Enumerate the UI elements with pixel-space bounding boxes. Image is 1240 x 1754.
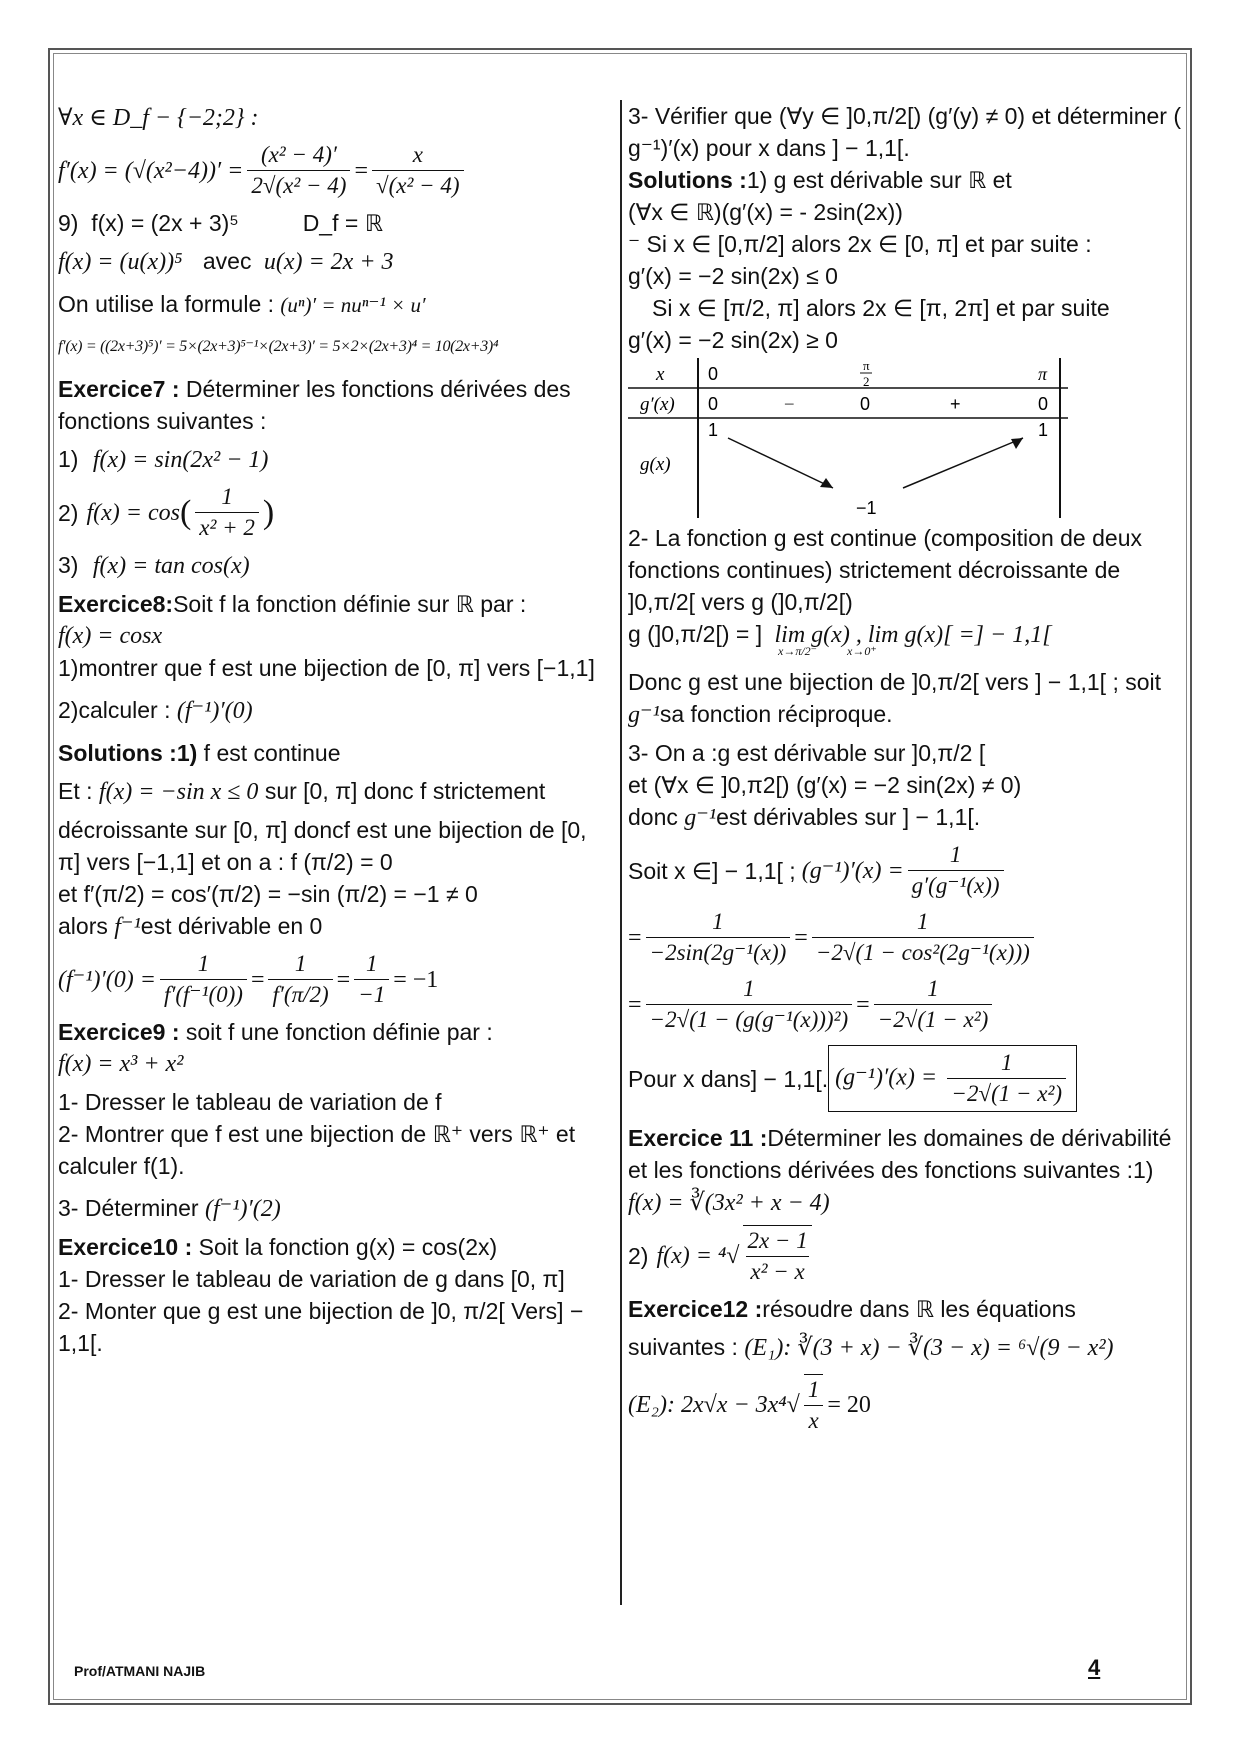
fraction-den: f′(π/2) — [268, 979, 332, 1010]
exercise-7-item-3 — [58, 549, 613, 582]
fraction — [354, 949, 389, 1010]
fraction-den: −2√(1 − x²) — [947, 1078, 1066, 1109]
item-9: 9) f(x) = (2x + 3)⁵ D_f = ℝ — [58, 210, 383, 236]
exercise-8-q2 — [58, 694, 613, 727]
fraction — [160, 949, 247, 1010]
fraction — [195, 482, 259, 543]
g-min: −1 — [856, 498, 877, 518]
part-3-a: 3- On a :g est dérivable sur ]0,π/2 [ — [628, 740, 986, 766]
exercise-10-q1: 1- Dresser le tableau de variation de g dans [0, π] — [58, 1266, 565, 1292]
exercise-7-text: Déterminer les fonctions dérivées des fonctions suivantes : — [58, 376, 571, 434]
g-start: 1 — [708, 420, 719, 440]
fraction-den: −2√(1 − cos²(2g⁻¹(x))) — [812, 937, 1034, 968]
fraction-num: 1 — [917, 909, 929, 934]
x-start: 0 — [708, 364, 719, 384]
item-function: f(x) = ⁴√ — [656, 1243, 740, 1269]
solution-decreasing: décroissante sur [0, π] doncf est une bijection de [0, π] vers [−1,1] et on a : f (π/2) = 0 — [58, 817, 587, 875]
row-gprime-label: g′(x) — [640, 394, 675, 415]
inverse-function: g⁻¹ — [628, 702, 660, 728]
item-9-u-lhs: f(x) = (u(x))⁵ — [58, 249, 183, 275]
item-function: f(x) = tan cos(x) — [92, 553, 250, 579]
exercise-9-q3-label: 3- Déterminer — [58, 1195, 199, 1221]
fraction-den: −2sin(2g⁻¹(x)) — [646, 937, 791, 968]
exercise-12-e1 — [628, 1331, 1183, 1364]
exercise-8-title: Exercice8: — [58, 591, 174, 617]
solution-10 — [628, 164, 1183, 196]
solution-case-2: Si x ∈ [π/2, π] alors 2x ∈ [π, 2π] et par suite — [652, 295, 1110, 321]
row-g-label: g(x) — [640, 454, 671, 475]
fraction-num: 1 — [743, 976, 755, 1001]
fraction-num: 1 — [221, 484, 233, 509]
exercise-11-text: Déterminer les domaines de dérivabilité et les fonctions dérivées des fonctions suivantes :1) — [628, 1125, 1172, 1183]
inverse-function: g⁻¹ — [684, 805, 717, 831]
solution-case-1: ⁻ Si x ∈ [0,π/2] alors 2x ∈ [0, π] et par suite : — [628, 231, 1092, 257]
right-column — [628, 100, 1183, 1436]
derivable-text: est dérivables sur ] − 1,1[. — [716, 804, 981, 830]
part-3-c — [628, 801, 1183, 834]
exercise-7-item-1 — [58, 443, 613, 476]
solution-case-2-result: g′(x) = −2 sin(2x) ≥ 0 — [628, 327, 838, 353]
solution-text: f est continue — [197, 740, 341, 766]
inverse-derivative-equation: (f⁻¹)′(0) = $\frac{1}{\text{f′(f⁻¹(0))}}$ = $\frac{1}{f'(\pi/2)}$ = $\frac{1}{-1}$ = −1 — [58, 949, 613, 1010]
fraction-num: 1 — [197, 951, 210, 976]
exercise-9 — [58, 1016, 613, 1048]
exercise-7 — [58, 373, 613, 437]
g-end: 1 — [1038, 420, 1049, 440]
part-3-b: et (∀x ∈ ]0,π2[) (g′(x) = −2 sin(2x) ≠ 0) — [628, 772, 1022, 798]
exercise-12 — [628, 1293, 1183, 1325]
exercise-8-q1: 1)montrer que f est une bijection de [0, π] vers [−1,1] — [58, 655, 595, 681]
exercise-10-title: Exercice10 : — [58, 1234, 193, 1260]
final-result — [628, 1045, 1183, 1112]
et-label: Et : — [58, 778, 93, 804]
limit-subscripts: x→π/2⁻ x→0⁺ — [778, 644, 877, 658]
gprime-mid: 0 — [860, 394, 871, 414]
derivative-sqrt-lhs: f′(x) = (√(x²−4))′ = — [58, 157, 244, 184]
alors-label: alors — [58, 913, 108, 939]
equation-lhs: (f⁻¹)′(0) = — [58, 966, 156, 993]
fraction-num: (x² − 4)′ — [260, 142, 337, 167]
exercise-10 — [58, 1231, 613, 1263]
exercise-8 — [58, 588, 613, 620]
fraction-den: f′(f⁻¹(0)) — [160, 979, 247, 1010]
page-number: 4 — [1088, 1655, 1101, 1680]
derivative-expr: f(x) = −sin x ≤ 0 — [98, 779, 259, 805]
u-definition: u(x) = 2x + 3 — [263, 249, 394, 275]
donc-text: Donc g est une bijection de ]0,π/2[ vers ] − 1,1[ ; soit — [628, 669, 1162, 695]
author-footer: Prof/ATMANI NAJIB — [74, 1663, 206, 1679]
derivative-result: f′(x) = ((2x+3)⁵)′ = 5×(2x+3)⁵⁻¹×(2x+3)′ = 5×2×(2x+3)⁴ = 10(2x+3)⁴ — [58, 338, 499, 355]
donc-label: donc — [628, 804, 678, 830]
exercise-7-item-2: 2) f(x) = cos ( $\frac{1}{\text{x² + 2}}$ ) — [58, 482, 613, 543]
exercise-11-f1: f(x) = ∛(3x² + x − 4) — [628, 1190, 830, 1216]
fraction-num: 1 — [927, 976, 939, 1001]
fraction-num: 1 — [712, 909, 724, 934]
exercise-12-e2 — [628, 1374, 1183, 1436]
item-function: f(x) = cos — [86, 499, 180, 526]
column-divider — [620, 100, 622, 1605]
fraction-den: −1 — [354, 979, 389, 1010]
result-lhs: (g⁻¹)′(x) = — [835, 1064, 938, 1091]
equation-result: = −1 — [393, 966, 439, 993]
exercise-9-q3 — [58, 1192, 613, 1225]
soit-label: Soit x ∈] − 1,1[ ; — [628, 857, 796, 884]
exercise-9-function: f(x) = x³ + x² — [58, 1051, 184, 1077]
solution-title: Solutions :1) — [58, 740, 198, 766]
gprime-minus: − — [784, 394, 795, 414]
fraction — [646, 974, 853, 1035]
solution-case-1-result: g′(x) = −2 sin(2x) ≤ 0 — [628, 263, 838, 289]
fraction-num: 1 — [294, 951, 307, 976]
left-column — [58, 100, 613, 1359]
fraction-num: 1 — [949, 842, 962, 867]
alors-text: est dérivable en 0 — [140, 913, 323, 939]
fraction — [247, 140, 350, 201]
exercise-7-title: Exercice7 : — [58, 376, 180, 402]
fraction — [372, 140, 464, 201]
fraction-den: g′(g⁻¹(x)) — [908, 870, 1004, 901]
exercise-9-title: Exercice9 : — [58, 1019, 180, 1045]
gprime-plus: + — [950, 394, 961, 414]
fraction-num: x — [412, 142, 423, 167]
fraction-den: 2√(x² − 4) — [247, 170, 350, 201]
x-mid-den: 2 — [863, 374, 870, 389]
formula-label: On utilise la formule : — [58, 291, 275, 317]
exercise-9-text: soit f une fonction définie par : — [179, 1019, 493, 1045]
inverse-function: f⁻¹ — [114, 914, 141, 940]
equation-e2: (E₂): 2x√x − 3x⁴√ — [628, 1392, 800, 1418]
fraction-den: x² + 2 — [195, 512, 259, 543]
item-number: 3) — [58, 552, 79, 578]
exercise-9-q1: 1- Dresser le tableau de variation de f — [58, 1089, 442, 1115]
limit-expr: lim g(x) , lim g(x)[ =] − 1,1[ — [774, 622, 1052, 648]
formula: (uⁿ)′ = nuⁿ⁻¹ × u′ — [280, 293, 426, 317]
equation-e2-rhs: = 20 — [827, 1392, 871, 1418]
fraction — [908, 840, 1004, 901]
gprime-end: 0 — [1038, 394, 1049, 414]
solution-fprime: et f′(π/2) = cos′(π/2) = −sin (π/2) = −1 ≠ 0 — [58, 881, 478, 907]
fraction — [804, 1374, 824, 1436]
solution-et — [58, 775, 613, 808]
exercise-12-title: Exercice12 : — [628, 1296, 763, 1322]
equation-e1: (E₁): ∛(3 + x) − ∛(3 − x) = ⁶√(9 − x²) — [744, 1335, 1114, 1361]
fraction — [812, 907, 1034, 968]
exercise-10-text: Soit la fonction g(x) = cos(2x) — [192, 1234, 498, 1260]
exercise-11 — [628, 1122, 1183, 1219]
inverse-derivative-formula — [628, 840, 1183, 901]
fraction-den: −2√(1 − (g(g⁻¹(x)))²) — [646, 1004, 853, 1035]
derivation-step-1: = $\frac{1}{\text{−2sin(2g⁻¹(x))}}$ = $\frac{1}{\text{−2√(1 − cos²(2g⁻¹(x)))}}$ — [628, 907, 1183, 968]
fraction-den: x² − x — [746, 1256, 808, 1287]
arrow-head — [1011, 438, 1023, 449]
part-2-text: 2- La fonction g est continue (composition de deux fonctions continues) strictement décroissante de ]0,π/2[ vers g (]0,π/2[) — [628, 525, 1142, 615]
boxed-result — [828, 1045, 1077, 1112]
fraction-num: 1 — [365, 951, 378, 976]
item-function: f(x) = sin(2x² − 1) — [92, 447, 269, 473]
fraction — [743, 1225, 811, 1287]
fraction-num: 2x − 1 — [747, 1228, 808, 1253]
item-number: 1) — [58, 446, 79, 472]
exercise-8-q2-expr: (f⁻¹)′(0) — [176, 698, 253, 724]
increasing-arrow — [903, 438, 1023, 488]
derivation-step-2: = $\frac{1}{\text{−2√(1 − (g(g⁻¹(x)))²)}}$ = $\frac{1}{\text{−2√(1 − x²)}}$ — [628, 974, 1183, 1035]
fraction-den: −2√(1 − x²) — [874, 1004, 993, 1035]
x-mid-num: π — [863, 358, 870, 373]
solution-text: 1) g est dérivable sur ℝ et — [746, 167, 1012, 193]
derivative-sqrt-line: f′(x) = (√(x²−4))′ = $\frac{\text{(x² − 4)′}}{\text{2√(x² − 4)}}$ = $\frac{x}{\text{√(x² − 4)}}$ — [58, 140, 613, 201]
item-number: 2) — [628, 1243, 649, 1269]
pour-label: Pour x dans] − 1,1[. — [628, 1065, 829, 1092]
fraction — [874, 974, 993, 1035]
exercise-11-title: Exercice 11 : — [628, 1125, 768, 1151]
fraction-num: 1 — [1000, 1050, 1013, 1075]
fraction-den: x — [804, 1405, 822, 1436]
exercise-10-q2: 2- Monter que g est une bijection de ]0, π/2[ Vers] − 1,1[. — [58, 1298, 584, 1356]
fraction-num: 1 — [807, 1377, 820, 1402]
limit-label: g (]0,π/2[) = ] — [628, 621, 763, 647]
decreasing-arrow — [728, 438, 833, 488]
exercise-12-text: résoudre dans ℝ les équations — [762, 1296, 1076, 1322]
donc-text-end: sa fonction réciproque. — [659, 701, 893, 727]
item-9-u — [58, 245, 613, 278]
solution-title: Solutions : — [628, 167, 747, 193]
fraction — [268, 949, 332, 1010]
variation-table — [628, 358, 1068, 518]
solution-alors — [58, 910, 613, 943]
exercise-8-text: Soit f la fonction définie sur ℝ par : — [173, 591, 527, 617]
x-end: π — [1038, 364, 1048, 384]
exercise-9-q3-expr: (f⁻¹)′(2) — [205, 1196, 281, 1222]
fraction-den: √(x² − 4) — [372, 170, 464, 201]
domain-line: ∀x ∈ D_f − {−2;2} : — [58, 105, 259, 131]
item-number: 2) — [58, 499, 79, 526]
exercise-9-q2: 2- Montrer que f est une bijection de ℝ⁺ vers ℝ⁺ et calculer f(1). — [58, 1121, 576, 1179]
row-x-label: x — [656, 364, 665, 385]
formula-line — [58, 288, 613, 321]
exercise-8-function: f(x) = cosx — [58, 623, 163, 649]
bijection-text — [628, 666, 1183, 731]
inverse-derivative-lhs: (g⁻¹)′(x) = — [801, 857, 904, 884]
solution-et-text: sur [0, π] donc f strictement — [258, 778, 546, 804]
fraction — [947, 1048, 1066, 1109]
exercise-8-q2-label: 2)calculer : — [58, 697, 171, 723]
part-2-limits — [628, 618, 1183, 660]
gprime-start: 0 — [708, 394, 719, 414]
suivantes-label: suivantes : — [628, 1334, 738, 1360]
exercise-10-q3: 3- Vérifier que (∀y ∈ ]0,π/2[) (g′(y) ≠ 0) et déterminer ( g⁻¹)′(x) pour x dans ] − 1,1[. — [628, 103, 1181, 161]
solution-8 — [58, 737, 613, 769]
exercise-11-item-2 — [628, 1225, 1183, 1287]
solution-gprime: (∀x ∈ ℝ)(g′(x) = - 2sin(2x)) — [628, 199, 903, 225]
avec-label: avec — [202, 248, 252, 274]
fraction — [646, 907, 791, 968]
